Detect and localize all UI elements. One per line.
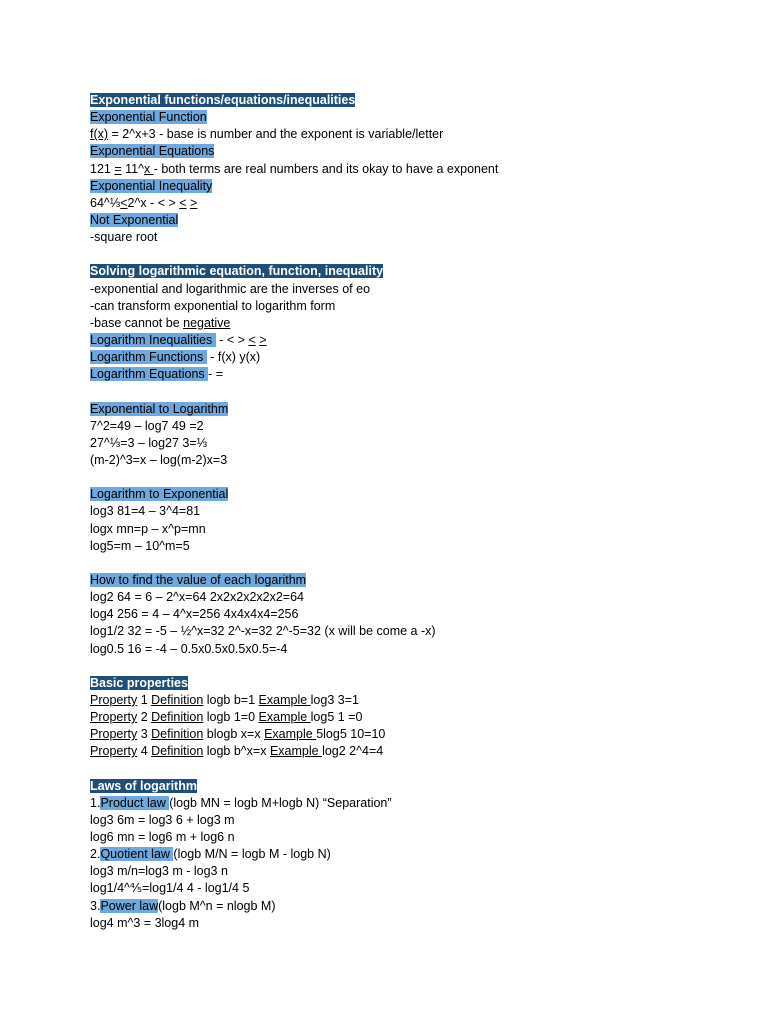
text-line xyxy=(90,812,730,829)
text-line xyxy=(90,863,730,880)
underlined-text: Example xyxy=(258,692,311,707)
text: log3 3=1 xyxy=(310,692,359,707)
text: 121 xyxy=(90,161,115,176)
underlined-text: x xyxy=(143,161,154,176)
highlighted-label: Logarithm Functions xyxy=(90,350,207,365)
text: -exponential and logarithmic are the inverses of eo xyxy=(90,281,371,296)
text: log2 2^4=4 xyxy=(322,744,384,759)
text: = 2^x+3 - base is number and the exponent is variable/letter xyxy=(108,127,444,142)
underlined-text: < xyxy=(120,195,128,210)
underlined-text: negative xyxy=(183,315,231,330)
highlighted-label: Not Exponential xyxy=(90,212,179,227)
underlined-text: Property xyxy=(90,744,138,759)
text: 27^⅓=3 – log27 3=⅓ xyxy=(90,435,208,450)
text-line xyxy=(90,315,730,332)
text: (logb M/N = logb M - logb N) xyxy=(173,847,331,862)
spacer xyxy=(90,760,730,777)
highlighted-label: Exponential to Logarithm xyxy=(90,401,229,416)
text-line xyxy=(90,418,730,435)
text: log2 64 = 6 – 2^x=64 2x2x2x2x2x2=64 xyxy=(90,590,305,605)
text: blogb x=x xyxy=(203,727,265,742)
underlined-text: Definition xyxy=(151,744,204,759)
label-line xyxy=(90,109,730,126)
text: logb b^x=x xyxy=(203,744,270,759)
underlined-text: Example xyxy=(258,710,311,725)
underlined-text: < xyxy=(248,332,256,347)
text-line xyxy=(90,829,730,846)
section-heading-logarithmic xyxy=(90,263,730,280)
text: log3 81=4 – 3^4=81 xyxy=(90,504,201,519)
highlighted-label: Product law xyxy=(100,795,170,810)
text: 1 xyxy=(137,692,152,707)
text: log3 m/n=log3 m - log3 n xyxy=(90,864,228,879)
text-line xyxy=(90,623,730,640)
text: -square root xyxy=(90,230,158,245)
spacer xyxy=(90,383,730,400)
text: log1/4^⅘=log1/4 4 - log1/4 5 xyxy=(90,881,250,896)
text-line xyxy=(90,298,730,315)
text: log5 1 =0 xyxy=(310,710,363,725)
text: (logb MN = logb M+logb N) “Separation” xyxy=(169,795,392,810)
text: - = xyxy=(208,367,224,382)
text: - both terms are real numbers and its okay to have a exponent xyxy=(153,161,499,176)
text-line xyxy=(90,281,730,298)
text: 2 xyxy=(137,710,152,725)
highlighted-label: Power law xyxy=(100,898,159,913)
law-line xyxy=(90,898,730,915)
property-line xyxy=(90,709,730,726)
law-line xyxy=(90,795,730,812)
underlined-text: > xyxy=(259,332,267,347)
text: logb b=1 xyxy=(203,692,259,707)
underlined-text: Definition xyxy=(151,692,204,707)
property-line xyxy=(90,726,730,743)
text: 3 xyxy=(137,727,152,742)
text: (logb M^n = nlogb M) xyxy=(158,898,276,913)
text: -can transform exponential to logarithm form xyxy=(90,298,336,313)
highlighted-label: Exponential Inequality xyxy=(90,178,213,193)
underlined-text: Property xyxy=(90,727,138,742)
text: -base cannot be xyxy=(90,315,184,330)
property-line xyxy=(90,743,730,760)
underlined-text: Property xyxy=(90,710,138,725)
underlined-text: = xyxy=(114,161,122,176)
text: 1. xyxy=(90,795,101,810)
text-line xyxy=(90,349,730,366)
text: 2^x - < > xyxy=(127,195,180,210)
text: log3 6m = log3 6 + log3 m xyxy=(90,812,235,827)
section-heading-basic-properties xyxy=(90,675,730,692)
heading-text: Basic properties xyxy=(90,675,188,690)
underlined-text: Example xyxy=(264,727,317,742)
spacer xyxy=(90,246,730,263)
spacer xyxy=(90,658,730,675)
underlined-text: > xyxy=(190,195,198,210)
text: - f(x) y(x) xyxy=(206,350,261,365)
text: (m-2)^3=x – log(m-2)x=3 xyxy=(90,452,228,467)
underlined-text: Example xyxy=(269,744,323,759)
text-line xyxy=(90,195,730,212)
text-line xyxy=(90,503,730,520)
highlighted-label: Logarithm Inequalities xyxy=(90,332,216,347)
section-heading-laws-of-logarithm xyxy=(90,778,730,795)
underlined-text: Definition xyxy=(151,710,204,725)
label-line xyxy=(90,486,730,503)
label-line xyxy=(90,401,730,418)
text-line xyxy=(90,880,730,897)
highlighted-label: Quotient law xyxy=(100,847,174,862)
property-line xyxy=(90,692,730,709)
text-line xyxy=(90,641,730,658)
text: log1/2 32 = -5 – ½^x=32 2^-x=32 2^-5=32 (x will be come a -x) xyxy=(90,624,436,639)
underlined-text: < xyxy=(179,195,187,210)
text: 7^2=49 – log7 49 =2 xyxy=(90,418,204,433)
text: log5=m – 10^m=5 xyxy=(90,538,190,553)
heading-text: Laws of logarithm xyxy=(90,778,197,793)
highlighted-label: Logarithm to Exponential xyxy=(90,487,229,502)
highlighted-label: How to find the value of each logarithm xyxy=(90,572,307,587)
text-line xyxy=(90,538,730,555)
text: log4 256 = 4 – 4^x=256 4x4x4x4=256 xyxy=(90,607,299,622)
text-line xyxy=(90,521,730,538)
text: 2. xyxy=(90,847,101,862)
highlighted-label: Logarithm Equations xyxy=(90,367,209,382)
text: 64^⅓ xyxy=(90,195,121,210)
underlined-text: Definition xyxy=(151,727,204,742)
text: logb 1=0 xyxy=(203,710,259,725)
text-line xyxy=(90,589,730,606)
text: 3. xyxy=(90,898,101,913)
highlighted-label: Exponential Equations xyxy=(90,144,215,159)
heading-text: Exponential functions/equations/inequalities xyxy=(90,93,356,107)
highlighted-label: Exponential Function xyxy=(90,110,207,125)
text: log0.5 16 = -4 – 0.5x0.5x0.5x0.5=-4 xyxy=(90,641,288,656)
text: 11^ xyxy=(121,161,144,176)
label-line xyxy=(90,178,730,195)
section-heading-exponential xyxy=(90,92,730,109)
law-line xyxy=(90,846,730,863)
text: 5log5 10=10 xyxy=(316,727,386,742)
spacer xyxy=(90,555,730,572)
text-line xyxy=(90,452,730,469)
text-line xyxy=(90,435,730,452)
text-line xyxy=(90,915,730,932)
text-line xyxy=(90,366,730,383)
underlined-text: Property xyxy=(90,692,138,707)
text-line xyxy=(90,332,730,349)
text-line xyxy=(90,126,730,143)
text: - < > xyxy=(215,332,249,347)
underlined-text: f(x) xyxy=(90,127,109,142)
label-line xyxy=(90,572,730,589)
spacer xyxy=(90,469,730,486)
text-line xyxy=(90,606,730,623)
text-line xyxy=(90,161,730,178)
text: log6 mn = log6 m + log6 n xyxy=(90,830,235,845)
document-content xyxy=(90,92,730,932)
label-line xyxy=(90,143,730,160)
text-line xyxy=(90,229,730,246)
text: log4 m^3 = 3log4 m xyxy=(90,915,200,930)
text: logx mn=p – x^p=mn xyxy=(90,521,206,536)
heading-text: Solving logarithmic equation, function, inequality xyxy=(90,264,384,279)
text: 4 xyxy=(137,744,152,759)
label-line xyxy=(90,212,730,229)
